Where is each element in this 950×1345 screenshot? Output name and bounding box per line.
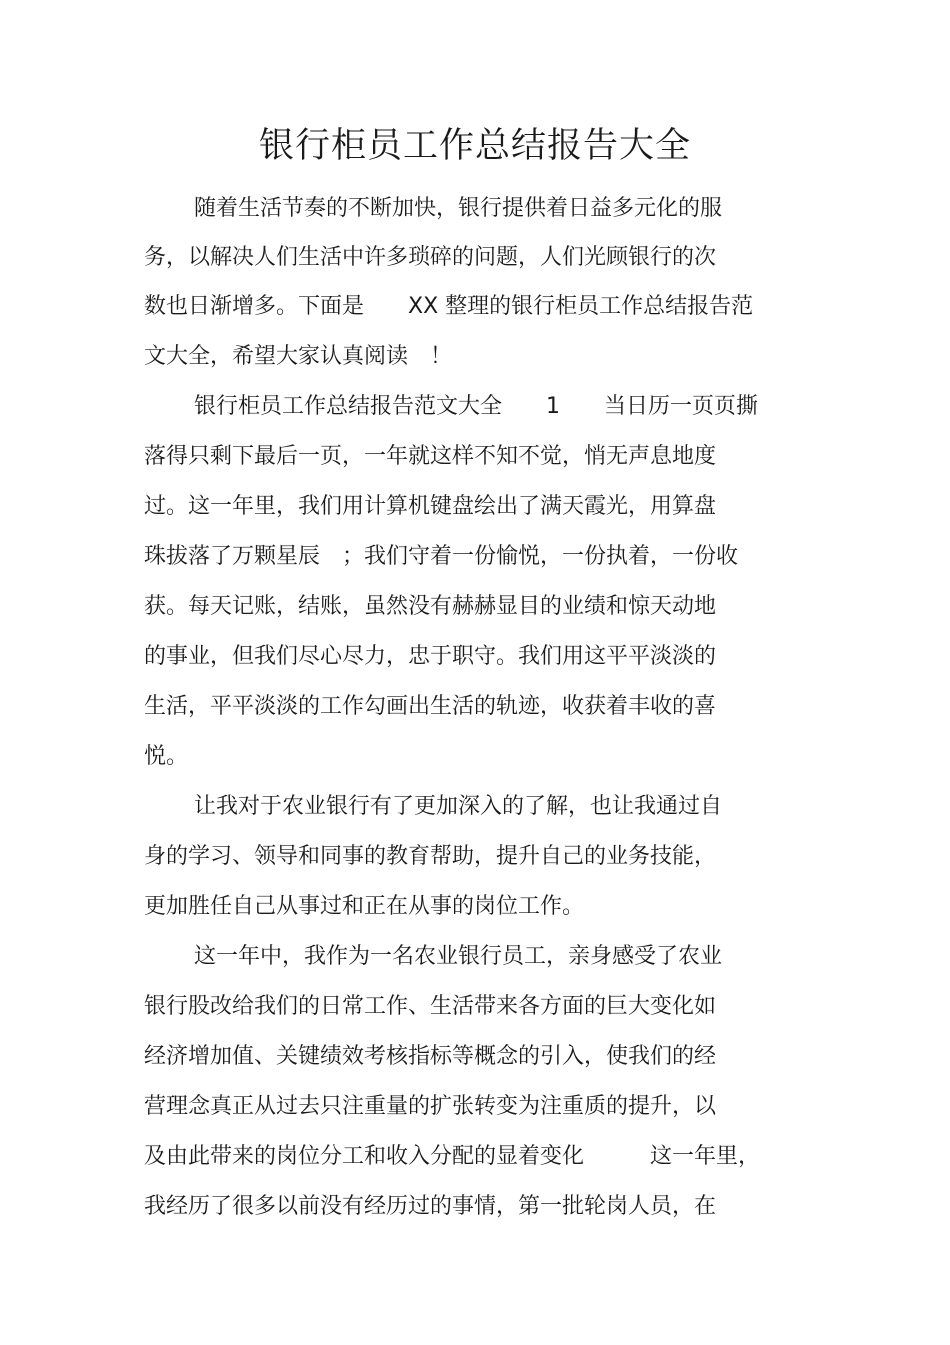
text-line: 我经历了很多以前没有经历过的事情，第一批轮岗人员，在 [144, 1194, 717, 1219]
text-line: 文大全，希望大家认真阅读 ！ [144, 344, 453, 369]
text-line: 让我对于农业银行有了更加深入的了解，也让我通过自 [194, 794, 723, 819]
document-title: 银行柜员工作总结报告大全 [258, 126, 691, 166]
text-line: 这一年中，我作为一名农业银行员工，亲身感受了农业 [194, 944, 723, 969]
text-line: 生活，平平淡淡的工作勾画出生活的轨迹，收获着丰收的喜 [144, 694, 717, 719]
text-line: 悦。 [144, 744, 189, 769]
text-line: 珠拔落了万颗星辰 ；我们守着一份愉悦，一份执着，一份收 [144, 544, 739, 569]
text-line: 数也日渐增多。下面是 XX 整理的银行柜员工作总结报告范 [144, 294, 754, 319]
text-line: 及由此带来的岗位分工和收入分配的显着变化 这一年里， [144, 1144, 761, 1169]
text-line: 随着生活节奏的不断加快，银行提供着日益多元化的服 [194, 196, 723, 221]
text-line: 过。这一年里，我们用计算机键盘绘出了满天霞光，用算盘 [144, 494, 717, 519]
text-line: 务，以解决人们生活中许多琐碎的问题，人们光顾银行的次 [144, 245, 717, 270]
text-line: 银行柜员工作总结报告范文大全 1 当日历一页页撕 [194, 394, 758, 419]
text-line: 的事业，但我们尽心尽力，忠于职守。我们用这平平淡淡的 [144, 644, 717, 669]
text-line: 获。每天记账，结账，虽然没有赫赫显目的业绩和惊天动地 [144, 594, 717, 619]
text-line: 更加胜任自己从事过和正在从事的岗位工作。 [144, 894, 585, 919]
text-line: 落得只剩下最后一页，一年就这样不知不觉，悄无声息地度 [144, 444, 717, 469]
text-line: 经济增加值、关键绩效考核指标等概念的引入，使我们的经 [144, 1044, 717, 1069]
text-line: 银行股改给我们的日常工作、生活带来各方面的巨大变化如 [144, 994, 717, 1019]
text-line: 营理念真正从过去只注重量的扩张转变为注重质的提升，以 [144, 1094, 717, 1119]
text-line: 身的学习、领导和同事的教育帮助，提升自己的业务技能， [144, 844, 717, 869]
